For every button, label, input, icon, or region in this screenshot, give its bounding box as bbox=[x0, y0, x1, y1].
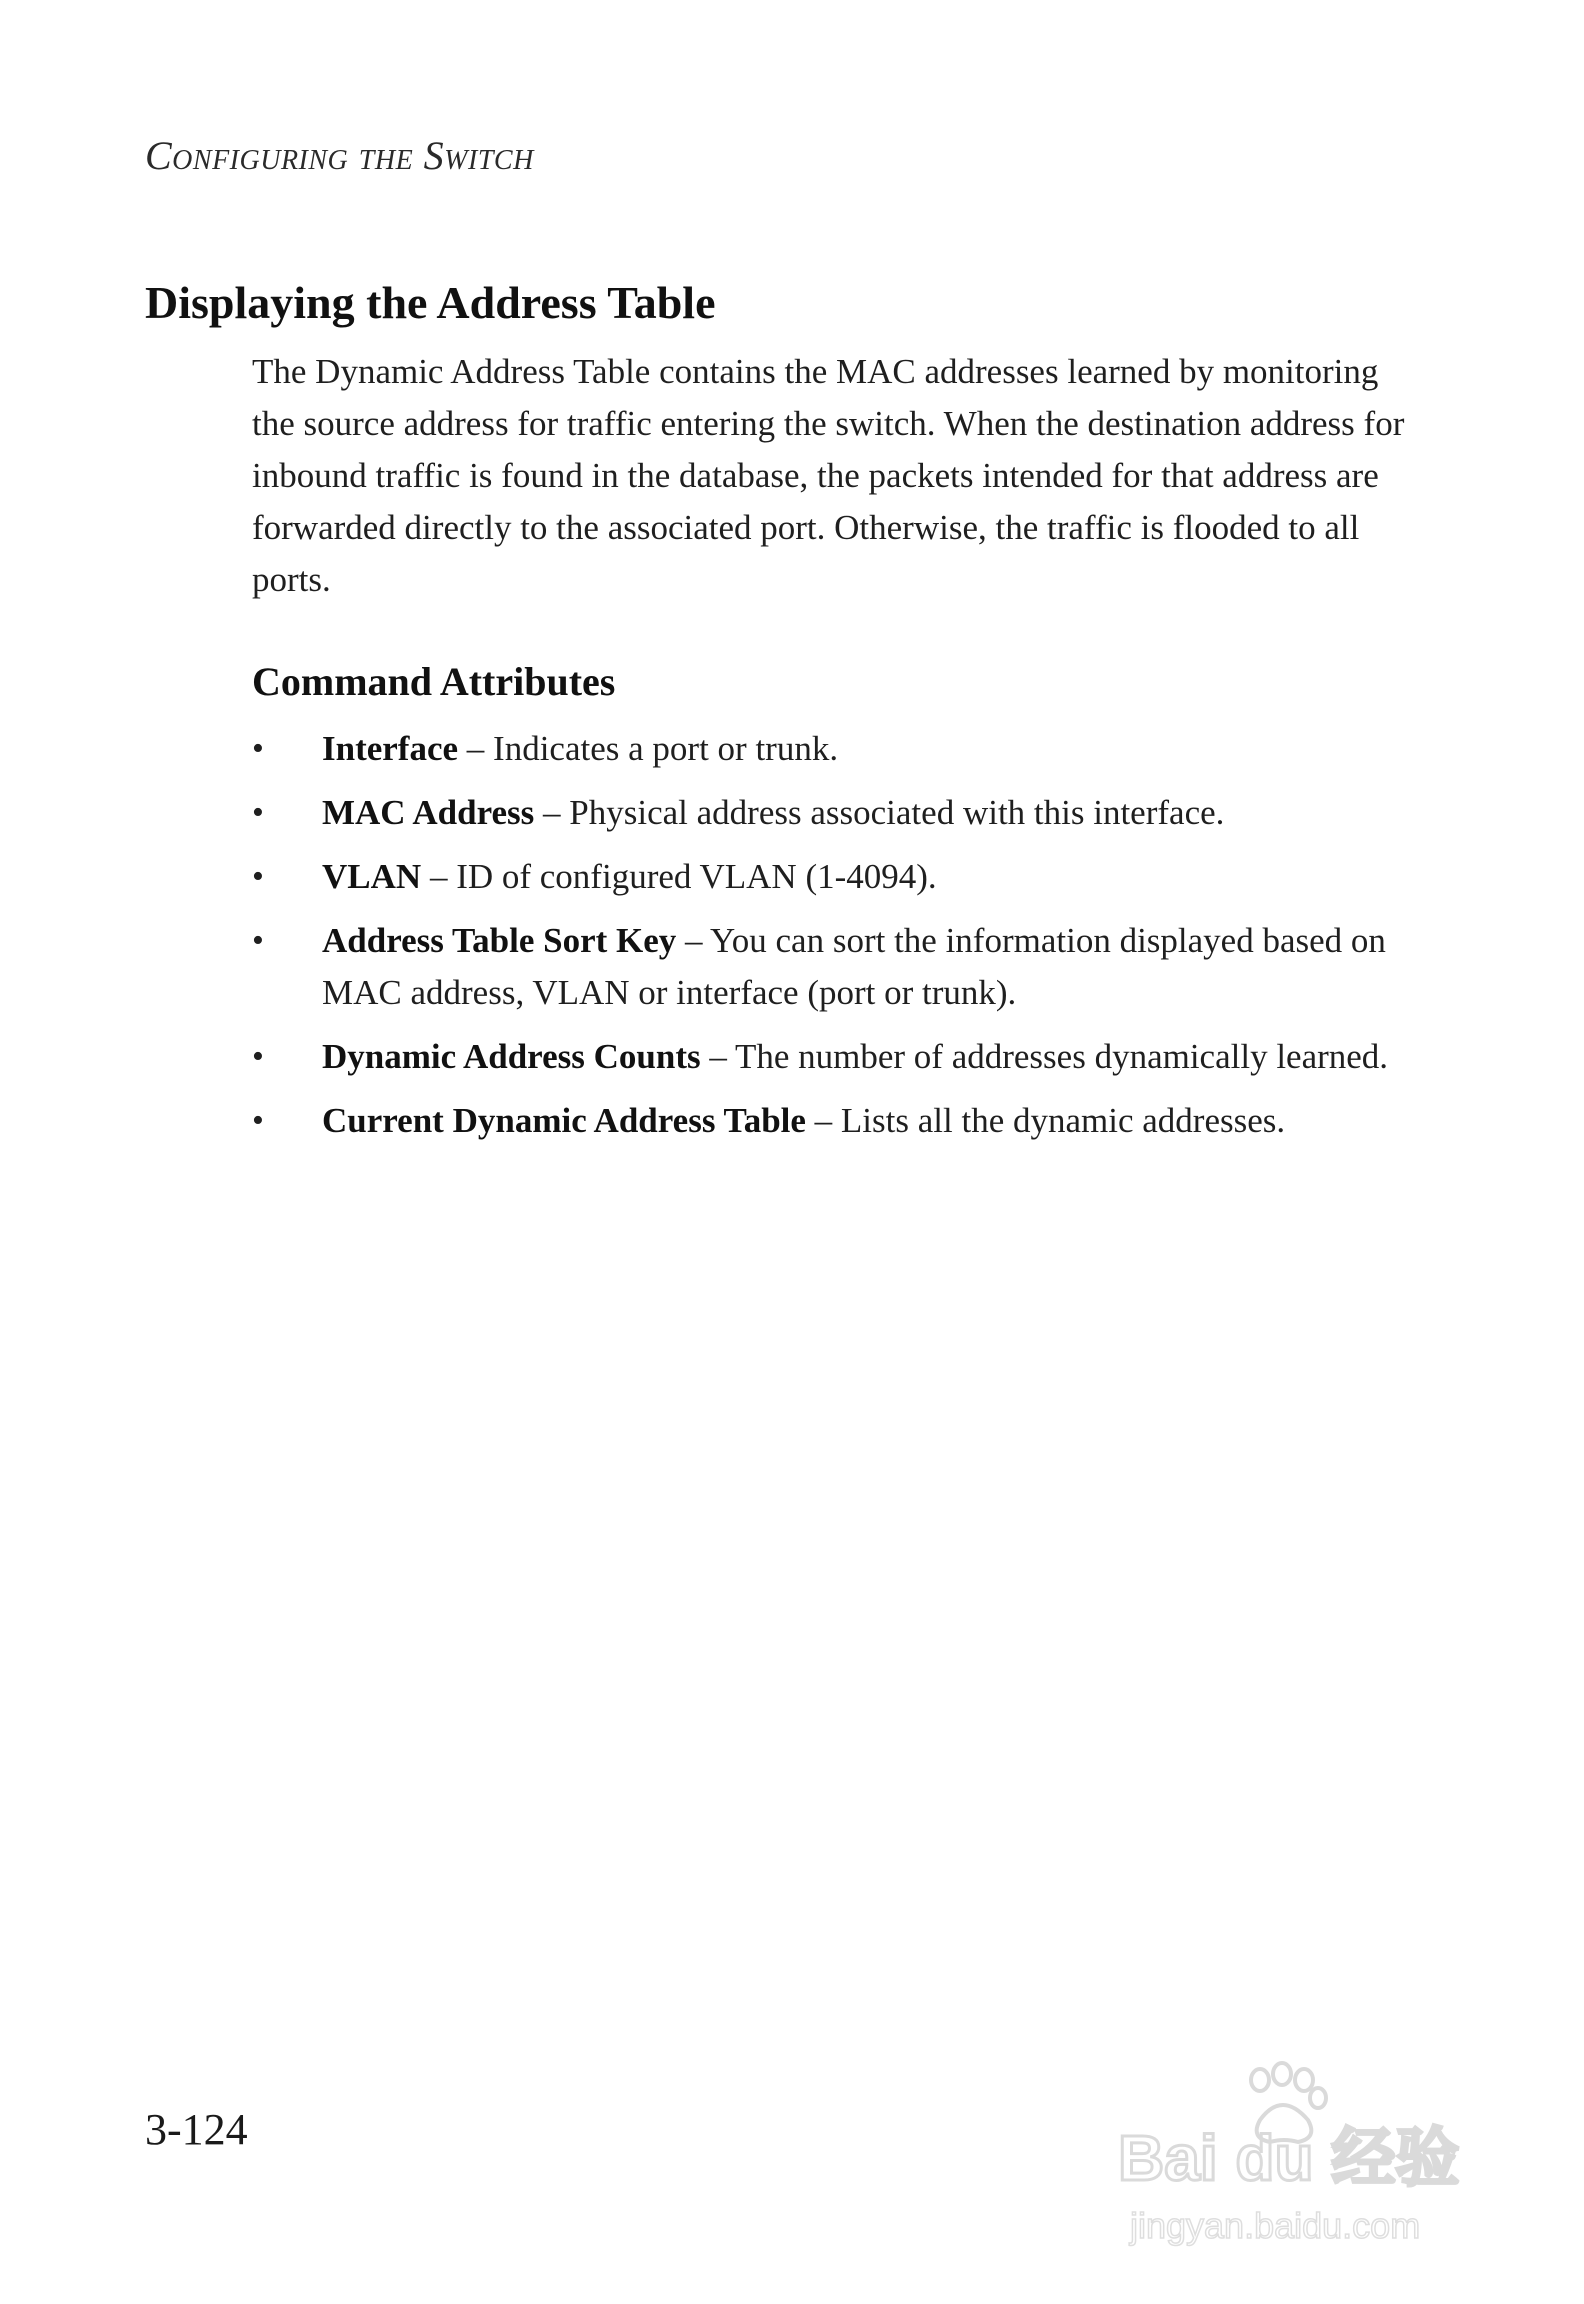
attribute-term: MAC Address bbox=[322, 793, 535, 832]
attribute-description: – The number of addresses dynamically learned. bbox=[700, 1037, 1389, 1076]
list-item bbox=[252, 915, 1412, 1019]
list-item bbox=[252, 1095, 1412, 1147]
watermark-brand: Bai du 经验 bbox=[1118, 2122, 1460, 2194]
attribute-term: Interface bbox=[322, 729, 459, 768]
bullet-icon: • bbox=[252, 922, 264, 959]
attribute-description: – Lists all the dynamic addresses. bbox=[805, 1101, 1286, 1140]
command-attributes-heading: Command Attributes bbox=[252, 659, 616, 704]
baidu-jingyan-watermark bbox=[1110, 2060, 1510, 2250]
attribute-description: – ID of configured VLAN (1-4094). bbox=[421, 857, 937, 896]
attribute-description: – You can sort the information displayed based on MAC address, VLAN or interface (port or trunk). bbox=[322, 921, 1386, 1012]
intro-paragraph: The Dynamic Address Table contains the MAC addresses learned by monitoring the source address for traffic entering the switch. When the destination address for inbound traffic is found in the database, the packets intended for that address are forwarded directly to the associated port. Otherwise, the traffic is flooded to all ports. bbox=[252, 352, 1405, 599]
attribute-term: Address Table Sort Key bbox=[322, 921, 677, 960]
attribute-term: VLAN bbox=[322, 857, 422, 896]
list-item bbox=[252, 851, 1412, 903]
body-block bbox=[252, 346, 1412, 1159]
watermark-url: jingyan.baidu.com bbox=[1130, 2205, 1421, 2246]
running-header: Configuring the Switch bbox=[145, 133, 534, 178]
attribute-term: Dynamic Address Counts bbox=[322, 1037, 701, 1076]
list-item bbox=[252, 1031, 1412, 1083]
page-number: 3-124 bbox=[145, 2105, 248, 2154]
bullet-icon: • bbox=[252, 730, 264, 767]
list-item bbox=[252, 723, 1412, 775]
attribute-description: – Physical address associated with this interface. bbox=[534, 793, 1225, 832]
attribute-description: – Indicates a port or trunk. bbox=[458, 729, 839, 768]
bullet-icon: • bbox=[252, 1102, 264, 1139]
section-title: Displaying the Address Table bbox=[145, 277, 716, 328]
command-attributes-list bbox=[252, 723, 1412, 1147]
bullet-icon: • bbox=[252, 794, 264, 831]
bullet-icon: • bbox=[252, 1038, 264, 1075]
attribute-term: Current Dynamic Address Table bbox=[322, 1101, 806, 1140]
bullet-icon: • bbox=[252, 858, 264, 895]
list-item bbox=[252, 787, 1412, 839]
